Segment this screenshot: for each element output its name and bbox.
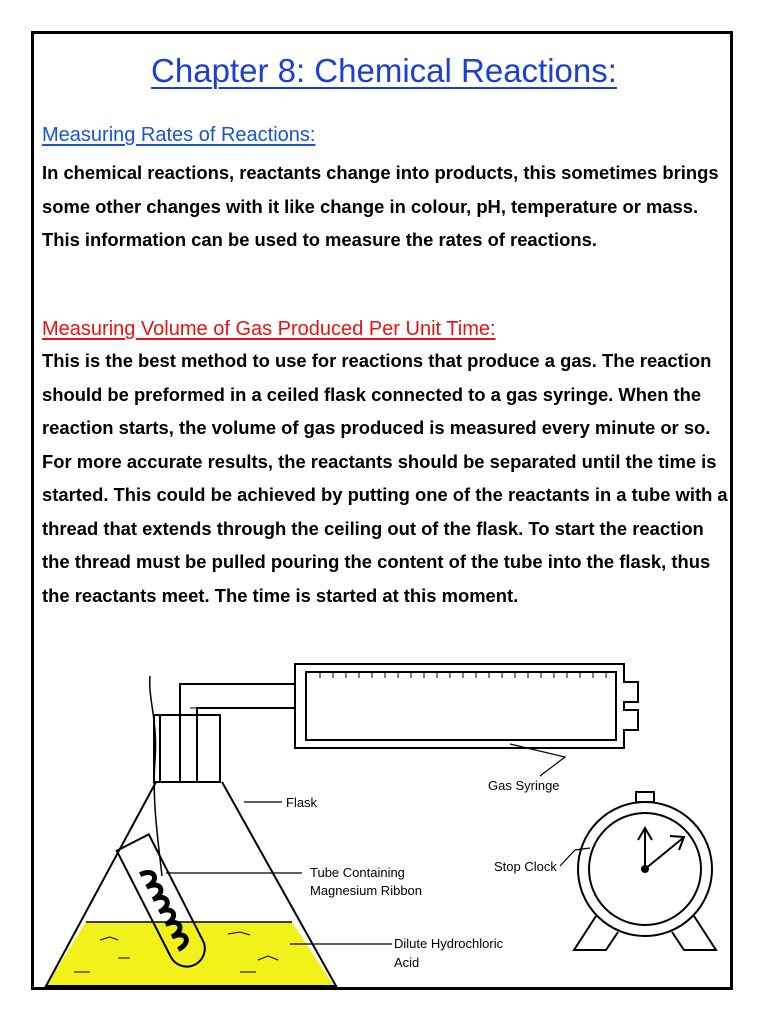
stop-clock	[574, 792, 716, 950]
delivery-tube	[180, 684, 295, 782]
section-heading-rates: Measuring Rates of Reactions:	[42, 124, 316, 146]
acid-liquid	[46, 922, 334, 986]
section-body-gas-volume: This is the best method to use for reactions that produce a gas. The reaction should be preformed in a ceiled flask connected to a gas syringe. When the reaction starts, the volume of gas produced is measured every minute or so. For more accurate results, the reactants should be separated until the time is started. This could be achieved by putting one of the reactants in a tube with a thread that extends through the ceiling out of the flask. To start the reaction the thread must be pulled pouring the content of the tube into the flask, thus the reactants meet. The time is started at this moment.	[42, 350, 728, 606]
label-gas-syringe: Gas Syringe	[488, 778, 560, 793]
gas-syringe	[295, 664, 638, 748]
label-tube-line2: Magnesium Ribbon	[310, 883, 423, 898]
page-title: Chapter 8: Chemical Reactions:	[151, 52, 617, 89]
label-acid-line1: Dilute Hydrochloric	[394, 936, 504, 951]
label-tube-line1: Tube Containing	[310, 865, 405, 880]
diagram-labels	[286, 778, 560, 970]
stopper	[154, 715, 220, 782]
section-heading-gas-volume: Measuring Volume of Gas Produced Per Unit Time:	[42, 318, 496, 340]
section-body-rates: In chemical reactions, reactants change into products, this sometimes brings some other changes with it like change in colour, pH, temperature or mass. This information can be used to measure the rates of reactions.	[42, 162, 719, 250]
label-flask: Flask	[286, 795, 318, 810]
label-acid-line2: Acid	[394, 955, 420, 970]
label-stop-clock: Stop Clock	[494, 859, 557, 874]
